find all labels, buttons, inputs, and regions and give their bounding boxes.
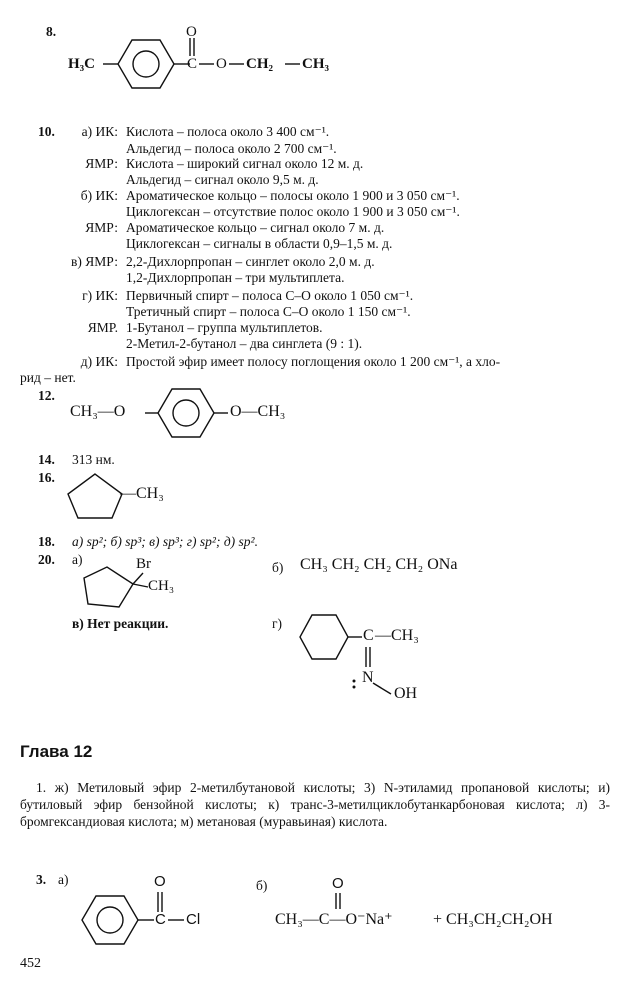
q10-line-text: Кислота – полоса около 3 400 см⁻¹. [126, 124, 330, 139]
q8-number: 8. [46, 24, 57, 39]
q10-line-text: Циклогексан – отсутствие полос около 1 900 и 3 050 см⁻¹. [126, 204, 460, 219]
q20-number: 20. [38, 552, 55, 567]
q20-a-label: а) [72, 552, 83, 567]
q18-answer: а) sp²; б) sp³; в) sp³; г) sp²; д) sp². [72, 534, 258, 549]
q20-g-carbon: C [363, 627, 374, 644]
ch12-q3-a-label: а) [58, 872, 69, 887]
q20-ch3: CH₃ [148, 578, 175, 594]
q12-left-group: CH₃—O [70, 403, 126, 420]
q10-line-text: 1,2-Дихлорпропан – три мультиплета. [126, 270, 345, 285]
ch12-q3-a-chlorine: Cl [186, 911, 201, 928]
q10-tail: рид – нет. [20, 370, 76, 385]
q10-line-text: Кислота – широкий сигнал около 12 м. д. [126, 156, 364, 171]
q10-line-text: Ароматическое кольцо – полосы около 1 900 и 3 050 см⁻¹. [126, 188, 460, 203]
q10-line-text: Циклогексан – сигналы в области 0,9–1,5 м. д. [126, 236, 393, 251]
q10-number: 10. [38, 124, 55, 139]
q10-line-label: ЯМР: [85, 220, 118, 235]
chapter-title: Глава 12 [20, 742, 93, 761]
q10-line-label: б) ИК: [80, 188, 118, 203]
q18-number: 18. [38, 534, 55, 549]
q10-line-label: в) ЯМР: [70, 254, 118, 269]
q20-b-formula: CH₃ CH₂ CH₂ CH₂ ONa [300, 556, 458, 573]
q10-line-text: Ароматическое кольцо – сигнал около 7 м. д. [126, 220, 385, 235]
q20-b-label: б) [272, 560, 284, 575]
ch12-q3-a-carbon: C [155, 911, 166, 928]
q10-line-text: Первичный спирт – полоса C–O около 1 050 см⁻¹. [126, 288, 414, 303]
q8-carbonyl-oxygen: O [186, 24, 197, 40]
q16-ch3: —CH₃ [120, 485, 164, 502]
q8-ch3: CH₃ [302, 56, 329, 72]
q10-line-text: Альдегид – сигнал около 9,5 м. д. [126, 172, 319, 187]
q12-number: 12. [38, 388, 55, 403]
q10-line-label: г) ИК: [82, 288, 118, 303]
q14-answer: 313 нм. [72, 452, 115, 467]
ch12-q3-a-oxygen: O [154, 873, 166, 890]
q10-line-label: д) ИК: [80, 354, 118, 369]
q20-g-oh: OH [394, 685, 418, 702]
q8-carbon: C [187, 56, 198, 72]
q14-number: 14. [38, 452, 55, 467]
q20-g-label: г) [272, 616, 283, 631]
q10-line-text: Третичный спирт – полоса C–O около 1 150 см⁻¹. [126, 304, 411, 319]
ch12-q3-b-oxygen: O [332, 875, 344, 892]
q10-line-text: 2-Метил-2-бутанол – два синглета (9 : 1). [126, 336, 363, 351]
q10-line-text: 2,2-Дихлорпропан – синглет около 2,0 м. д. [126, 254, 375, 269]
q8-h3c: H₃C [68, 56, 95, 72]
q8-ch2: CH₂ [246, 56, 273, 72]
q16-number: 16. [38, 470, 55, 485]
q10-line-label: а) ИК: [81, 124, 118, 139]
q10-line-label: ЯМР. [87, 320, 118, 335]
q20-bromine: Br [136, 556, 151, 572]
q12-right-group: O—CH₃ [230, 403, 286, 420]
ch12-q3-number: 3. [36, 872, 47, 887]
ch12-q1-answer: 1. ж) Метиловый эфир 2-метилбутановой кислоты; 3) N-этиламид пропановой кислоты; и) бутиловый эфир бензойной кислоты; к) транс-3-метилциклобутанкарбоновая кислота; л) 3-бромгександиовая кислота; м) метановая (муравьиная) кислота. [20, 780, 610, 829]
ch12-q3-b-propanol: + CH₃CH₂CH₂OH [433, 911, 553, 928]
q20-g-ch3: —CH₃ [375, 627, 419, 644]
ch12-q3-b-label: б) [256, 878, 268, 893]
q10-line-text: Простой эфир имеет полосу поглощения около 1 200 см⁻¹, а хло- [126, 354, 501, 369]
q20-v-answer: в) Нет реакции. [72, 616, 169, 631]
page-number: 452 [20, 956, 41, 971]
q8-oxygen: O [216, 56, 227, 72]
q20-g-nitrogen: N [362, 669, 374, 686]
q10-line-text: Альдегид – полоса около 2 700 см⁻¹. [126, 141, 337, 156]
ch12-q3-b-acetate: CH₃—C—O⁻Na⁺ [275, 911, 393, 928]
q10-line-text: 1-Бутанол – группа мультиплетов. [126, 320, 323, 335]
q10-line-label: ЯМР: [85, 156, 118, 171]
